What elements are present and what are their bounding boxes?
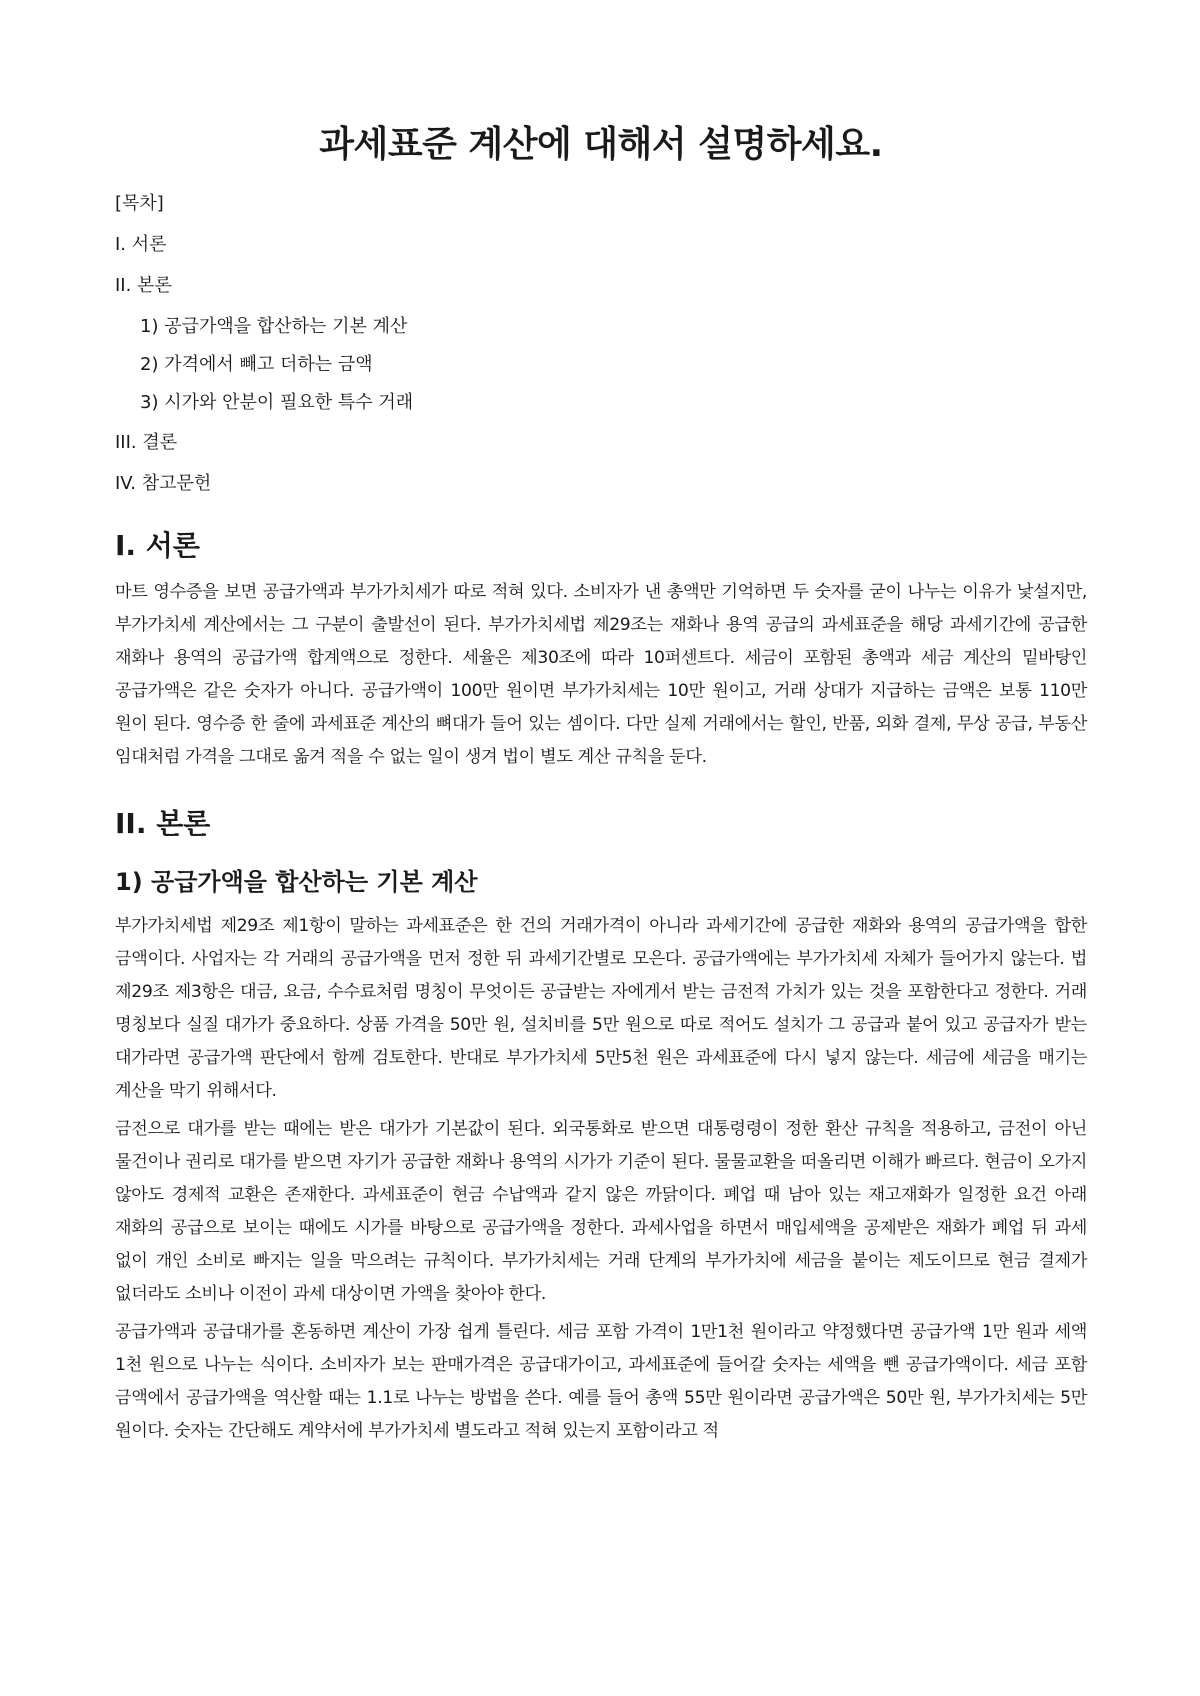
section-1-heading: 1) 공급가액을 합산하는 기본 계산	[115, 868, 478, 896]
toc-item-body: II. 본론	[115, 275, 172, 296]
toc-item-body-1: 1) 공급가액을 합산하는 기본 계산	[140, 316, 408, 337]
section-1-paragraph-3: 공급가액과 공급대가를 혼동하면 계산이 가장 쉽게 틀린다. 세금 포함 가격이 1만1천 원이라고 약정했다면 공급가액 1만 원과 세액 1천 원으로 나누는 식이다. 소비자가 보는 판매가격은 공급대가이고, 과세표준에 들어갈 숫자는 세액을 뺀 공급가액이다. 세금 포함 금액에서 공급가액을 역산할 때는 1.1로 나누는 방법을 쓴다. 예를 들어 총액 55만 원이라면 공급가액은 50만 원, 부가가치세는 5만 원이다. 숫자는 간단해도 계약서에 부가가치세 별도라고 적혀 있는지 포함이라고 적	[115, 1322, 1087, 1441]
table-of-contents	[115, 192, 1087, 496]
document-title: 과세표준 계산에 대해서 설명하세요.	[319, 124, 883, 165]
body-heading: II. 본론	[115, 807, 211, 840]
toc-item-intro: I. 서론	[115, 234, 167, 255]
section-1-paragraph-1: 부가가치세법 제29조 제1항이 말하는 과세표준은 한 건의 거래가격이 아니라 과세기간에 공급한 재화와 용역의 공급가액을 합한 금액이다. 사업자는 각 거래의 공급가액을 먼저 정한 뒤 과세기간별로 모은다. 공급가액에는 부가가치세 자체가 들어가지 않는다. 법 제29조 제3항은 대금, 요금, 수수료처럼 명칭이 무엇이든 공급받는 자에게서 받는 금전적 가치가 있는 것을 포함한다고 정한다. 거래 명칭보다 실질 대가가 중요하다. 상품 가격을 50만 원, 설치비를 5만 원으로 따로 적어도 설치가 그 공급과 붙어 있고 공급자가 받는 대가라면 공급가액 판단에서 함께 검토한다. 반대로 부가가치세 5만5천 원은 과세표준에 다시 넣지 않는다. 세금에 세금을 매기는 계산을 막기 위해서다.	[115, 916, 1087, 1101]
toc-item-body-3: 3) 시가와 안분이 필요한 특수 거래	[140, 392, 414, 413]
toc-item-conclusion: III. 결론	[115, 432, 178, 453]
toc-item-body-2: 2) 가격에서 빼고 더하는 금액	[140, 354, 373, 375]
toc-heading: [목차]	[115, 193, 164, 214]
intro-paragraph: 마트 영수증을 보면 공급가액과 부가가치세가 따로 적혀 있다. 소비자가 낸 총액만 기억하면 두 숫자를 굳이 나누는 이유가 낯설지만, 부가가치세 계산에서는 그 구분이 출발선이 된다. 부가가치세법 제29조는 재화나 용역 공급의 과세표준을 해당 과세기간에 공급한 재화나 용역의 공급가액 합계액으로 정한다. 세율은 제30조에 따라 10퍼센트다. 세금이 포함된 총액과 세금 계산의 밑바탕인 공급가액은 같은 숫자가 아니다. 공급가액이 100만 원이면 부가가치세는 10만 원이고, 거래 상대가 지급하는 금액은 보통 110만 원이 된다. 영수증 한 줄에 과세표준 계산의 뼈대가 들어 있는 셈이다. 다만 실제 거래에서는 할인, 반품, 외화 결제, 무상 공급, 부동산 임대처럼 가격을 그대로 옮겨 적을 수 없는 일이 생겨 법이 별도 계산 규칙을 둔다.	[115, 582, 1087, 767]
section-1-paragraph-2: 금전으로 대가를 받는 때에는 받은 대가가 기본값이 된다. 외국통화로 받으면 대통령령이 정한 환산 규칙을 적용하고, 금전이 아닌 물건이나 권리로 대가를 받으면 자기가 공급한 재화나 용역의 시가가 기준이 된다. 물물교환을 떠올리면 이해가 빠르다. 현금이 오가지 않아도 경제적 교환은 존재한다. 과세표준이 현금 수납액과 같지 않은 까닭이다. 폐업 때 남아 있는 재고재화가 일정한 요건 아래 재화의 공급으로 보이는 때에도 시가를 바탕으로 공급가액을 정한다. 과세사업을 하면서 매입세액을 공제받은 재화가 폐업 뒤 과세 없이 개인 소비로 빠지는 일을 막으려는 규칙이다. 부가가치세는 거래 단계의 부가가치에 세금을 붙이는 제도이므로 현금 결제가 없더라도 소비나 이전이 과세 대상이면 가액을 찾아야 한다.	[115, 1119, 1087, 1304]
intro-heading: I. 서론	[115, 529, 200, 562]
toc-item-references: IV. 참고문헌	[115, 473, 212, 494]
